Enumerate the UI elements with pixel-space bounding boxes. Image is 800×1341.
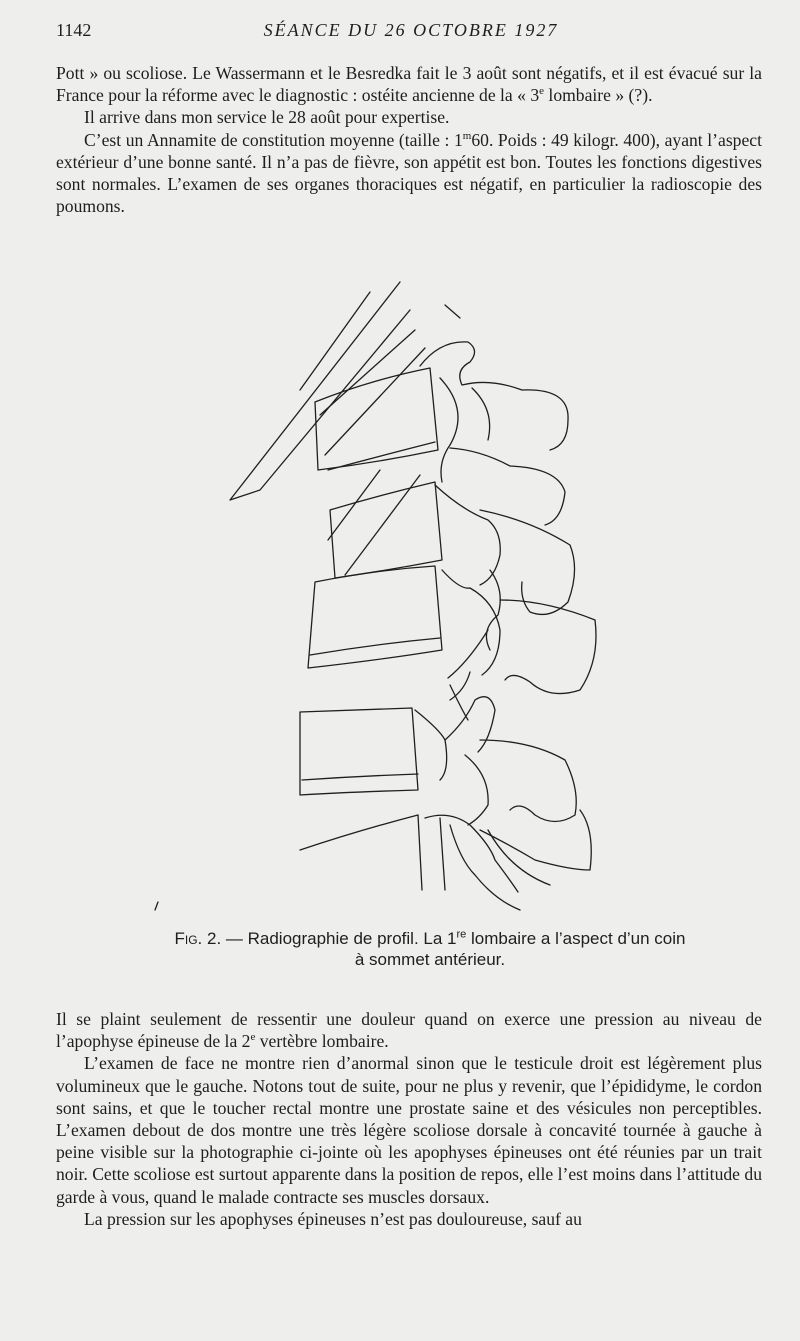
bottom-text-block (56, 1008, 762, 1230)
page-header (56, 20, 766, 46)
paragraph: Il arrive dans mon service le 28 août pour expertise. (84, 107, 450, 128)
text-span: Pott » ou scoliose. Le Wassermann et le Besredka fait le 3 août sont négatifs, et il est évacué sur la France pour la réforme avec le diagnostic : ostéite ancienne de la « 3 (56, 63, 762, 106)
superscript: re (456, 928, 467, 941)
superscript: m (462, 129, 472, 142)
running-title: SÉANCE DU 26 OCTOBRE 1927 (263, 20, 559, 40)
top-text-block (56, 62, 762, 217)
spine-radiograph-drawing (150, 270, 790, 920)
text-span: lombaire » (?). (544, 85, 653, 106)
paragraph (56, 62, 762, 106)
text-span: 60. Poids : 49 kilogr. 400), ayant l’aspect extérieur d’une bonne santé. Il n’a pas de fièvre, son appétit est bon. Toutes les fonctions digestives sont normales. L’examen de ses organes thoraciques est négatif, en particulier la radioscopie des poumons. (56, 129, 762, 217)
caption-line-1 (100, 928, 760, 949)
page-number: 1142 (56, 20, 92, 40)
figure-caption (100, 928, 760, 970)
superscript: e (539, 85, 545, 98)
text-span: vertèbre lombaire. (255, 1031, 389, 1052)
paragraph (56, 129, 762, 218)
paragraph: L’examen de face ne montre rien d’anormal sinon que le testicule droit est légèrement plus volumineux que le gauche. Notons tout de suite, pour ne plus y revenir, que l’épididyme, le cordon sont sains, et que le toucher rectal montre une prostate saine et des vésicules non perceptibles. L’examen debout de dos montre une très légère scoliose dorsale à concavité tournée à gauche à peine visible sur la photographie ci-jointe où les apophyses épineuses ont été réunies par un trait noir. Cette scoliose est surtout apparente dans la position de repos, elle l’est moins dans l’attitude du garde à vous, quand le malade contracte ses muscles dorsaux. (56, 1053, 762, 1207)
caption-line-2: à sommet antérieur. (354, 950, 506, 969)
caption-text: lombaire a l’aspect d’un coin (466, 929, 686, 948)
text-span: Il se plaint seulement de ressentir une douleur quand on exerce une pression au niveau de l’apophyse épineuse de la 2 (56, 1009, 762, 1052)
paragraph (56, 1008, 762, 1052)
text-span: C’est un Annamite de constitution moyenne (taille : 1 (84, 129, 463, 150)
figure-label: Fig. 2. (174, 929, 222, 948)
superscript: e (250, 1031, 256, 1044)
caption-text: — Radiographie de profil. La 1 (221, 929, 457, 948)
paragraph: La pression sur les apophyses épineuses n’est pas douloureuse, sauf au (84, 1208, 582, 1229)
